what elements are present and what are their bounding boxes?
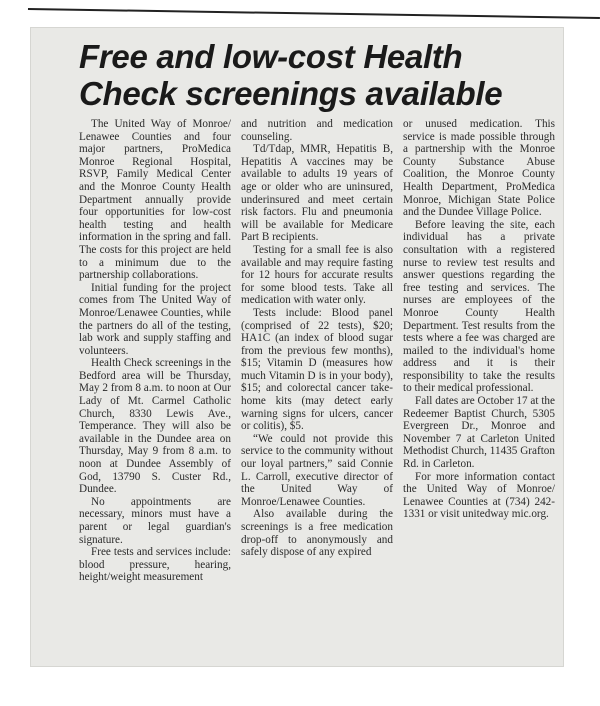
article-column-1 <box>79 118 231 584</box>
paragraph: Health Check screenings in the Bedford area will be Thursday, May 2 from 8 a.m. to noon at Our Lady of Mt. Carmel Catholic Church, 8330 Lewis Ave., Temperance. They will also be available in the Dundee area on Thursday, May 9 from 8 a.m. to noon at Dundee Assembly of God, 13790 S. Custer Rd., Dundee. <box>79 357 231 496</box>
paragraph: “We could not provide this service to the community without our loyal partners,” said Connie L. Carroll, executive director of the United Way of Monroe/Lenawee Counties. <box>241 432 393 508</box>
newspaper-clipping <box>31 28 563 666</box>
headline-line-1: Free and low-cost Health <box>79 38 463 75</box>
headline-line-2: Check screenings available <box>79 75 503 112</box>
paragraph: or unused medication. This service is made possible through a partnership with the Monroe County Substance Abuse Coalition, the Monroe County Health Department, ProMedica Monroe, Michigan State Police and the Dundee Village Police. <box>403 118 555 219</box>
paragraph: and nutrition and medication counseling. <box>241 118 393 143</box>
article-body <box>79 118 555 584</box>
article-column-2 <box>241 118 393 584</box>
paragraph: Td/Tdap, MMR, Hepatitis B, Hepatitis A vaccines may be available to adults 19 years of age or older who are uninsured, underinsured and meet certain risk factors. Flu and pneumonia will be available for Medicare Part B recipients. <box>241 143 393 244</box>
scan-edge-line <box>28 8 600 19</box>
paragraph: Testing for a small fee is also available and may require fasting for 12 hours for accurate results for some blood tests. Take all medication with water only. <box>241 243 393 307</box>
article-headline <box>79 38 549 112</box>
paragraph: Also available during the screenings is a free medication drop-off to anonymously and safely dispose of any expired <box>241 508 393 559</box>
paragraph: The United Way of Monroe/ Lenawee Counties and four major partners, ProMedica Monroe Regional Hospital, RSVP, Family Medical Center and the Monroe County Health Department annually provide four opportunities for low-cost health testing and health information in the spring and fall. The costs for this project are held to a minimum due to the partnership collaborations. <box>79 118 231 282</box>
paragraph: Before leaving the site, each individual has a private consultation with a registered nurse to review test results and answer questions regarding the free testing and services. The nurses are employees of the Monroe County Health Department. Test results from the tests where a fee was charged are mailed to the individual's home address and it is their responsibility to take the results to their medical professional. <box>403 218 555 395</box>
paragraph: No appointments are necessary, minors must have a parent or legal guardian's signature. <box>79 495 231 546</box>
paragraph: Initial funding for the project comes from The United Way of Monroe/Lenawee Counties, while the partners do all of the testing, lab work and supply staffing and volunteers. <box>79 281 231 357</box>
paragraph: For more information contact the United Way of Monroe/ Lenawee Counties at (734) 242-1331 or visit unitedway mic.org. <box>403 470 555 521</box>
paragraph: Fall dates are October 17 at the Redeemer Baptist Church, 5305 Evergreen Dr., Monroe and November 7 at Carleton United Methodist Church, 11435 Grafton Rd. in Carleton. <box>403 395 555 471</box>
paragraph: Tests include: Blood panel (comprised of 22 tests), $20; HA1C (an index of blood sugar from the previous few months), $15; Vitamin D (measures how much Vitamin D is in your body), $15; and colorectal cancer take-home kits (may detect early warning signs for ulcers, cancer or colitis), $5. <box>241 306 393 433</box>
paragraph: Free tests and services include: blood pressure, hearing, height/weight measurement <box>79 546 231 584</box>
article-column-3 <box>403 118 555 584</box>
